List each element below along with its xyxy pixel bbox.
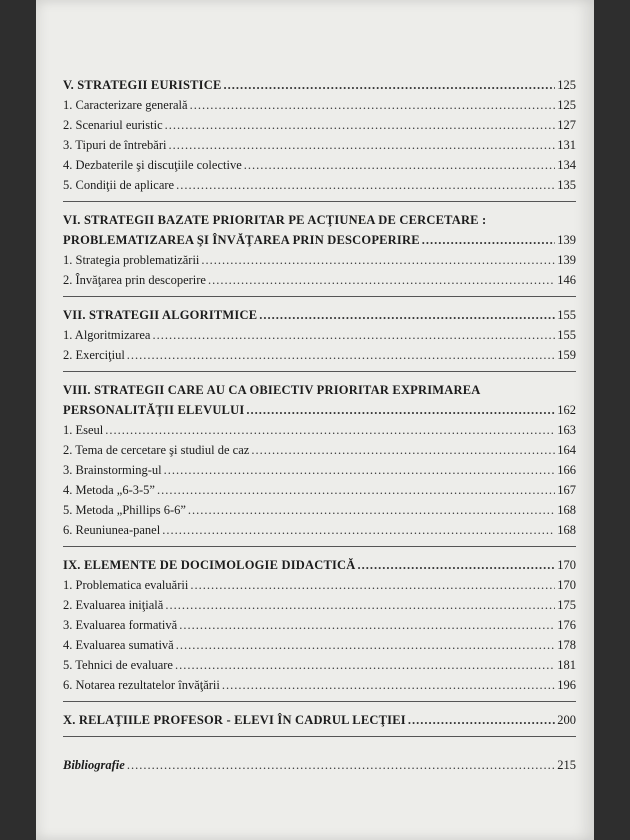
toc-item: 1. Strategia problematizării ..... 139 [63, 248, 576, 268]
section-divider [63, 371, 576, 372]
toc-item: 2. Tema de cercetare şi studiul de caz ..... 164 [63, 438, 576, 458]
toc-item: 5. Metoda „Phillips 6-6” ..... 168 [63, 498, 576, 518]
section-divider [63, 201, 576, 202]
section-divider [63, 296, 576, 297]
book-page [36, 0, 594, 840]
toc-chapter-ix: IX. ELEMENTE DE DOCIMOLOGIE DIDACTICĂ ..... 170 [63, 553, 576, 573]
toc-item: 2. Evaluarea iniţială ..... 175 [63, 593, 576, 613]
toc-item: 6. Notarea rezultatelor învăţării ..... 196 [63, 673, 576, 693]
toc-item: 4. Evaluarea sumativă ..... 178 [63, 633, 576, 653]
section-divider [63, 736, 576, 737]
toc-item: 5. Tehnici de evaluare ..... 181 [63, 653, 576, 673]
toc-chapter-v: V. STRATEGII EURISTICE ..... 125 [63, 73, 576, 93]
toc-item: 4. Dezbaterile şi discuţiile colective ..... 134 [63, 153, 576, 173]
toc-item: 1. Algoritmizarea ..... 155 [63, 323, 576, 343]
toc-chapter-vii: VII. STRATEGII ALGORITMICE ..... 155 [63, 303, 576, 323]
toc-chapter-vi: PROBLEMATIZAREA ŞI ÎNVĂŢAREA PRIN DESCOPERIRE ..... 139 [63, 228, 576, 248]
toc-item: 3. Evaluarea formativă ..... 176 [63, 613, 576, 633]
toc-item: 2. Scenariul euristic ..... 127 [63, 113, 576, 133]
toc-item: 1. Eseul ..... 163 [63, 418, 576, 438]
toc-chapter-x: X. RELAŢIILE PROFESOR - ELEVI ÎN CADRUL LECŢIEI ..... 200 [63, 708, 576, 728]
table-of-contents [63, 73, 576, 773]
toc-chapter-viii-line1: VIII. STRATEGII CARE AU CA OBIECTIV PRIORITAR EXPRIMAREA [63, 383, 481, 397]
toc-chapter-vi-line1: VI. STRATEGII BAZATE PRIORITAR PE ACŢIUNEA DE CERCETARE : [63, 213, 487, 227]
toc-item: 2. Exerciţiul ..... 159 [63, 343, 576, 363]
toc-item: 3. Brainstorming-ul ..... 166 [63, 458, 576, 478]
toc-item: 3. Tipuri de întrebări ..... 131 [63, 133, 576, 153]
toc-bibliography: Bibliografie ..... 215 [63, 753, 576, 773]
toc-item: 1. Problematica evaluării ..... 170 [63, 573, 576, 593]
toc-item: 1. Caracterizare generală ..... 125 [63, 93, 576, 113]
toc-chapter-viii: PERSONALITĂŢII ELEVULUI ..... 162 [63, 398, 576, 418]
toc-item: 4. Metoda „6-3-5” ..... 167 [63, 478, 576, 498]
toc-item: 2. Învăţarea prin descoperire ..... 146 [63, 268, 576, 288]
section-divider [63, 701, 576, 702]
toc-item: 6. Reuniunea-panel ..... 168 [63, 518, 576, 538]
section-divider [63, 546, 576, 547]
toc-item: 5. Condiţii de aplicare ..... 135 [63, 173, 576, 193]
